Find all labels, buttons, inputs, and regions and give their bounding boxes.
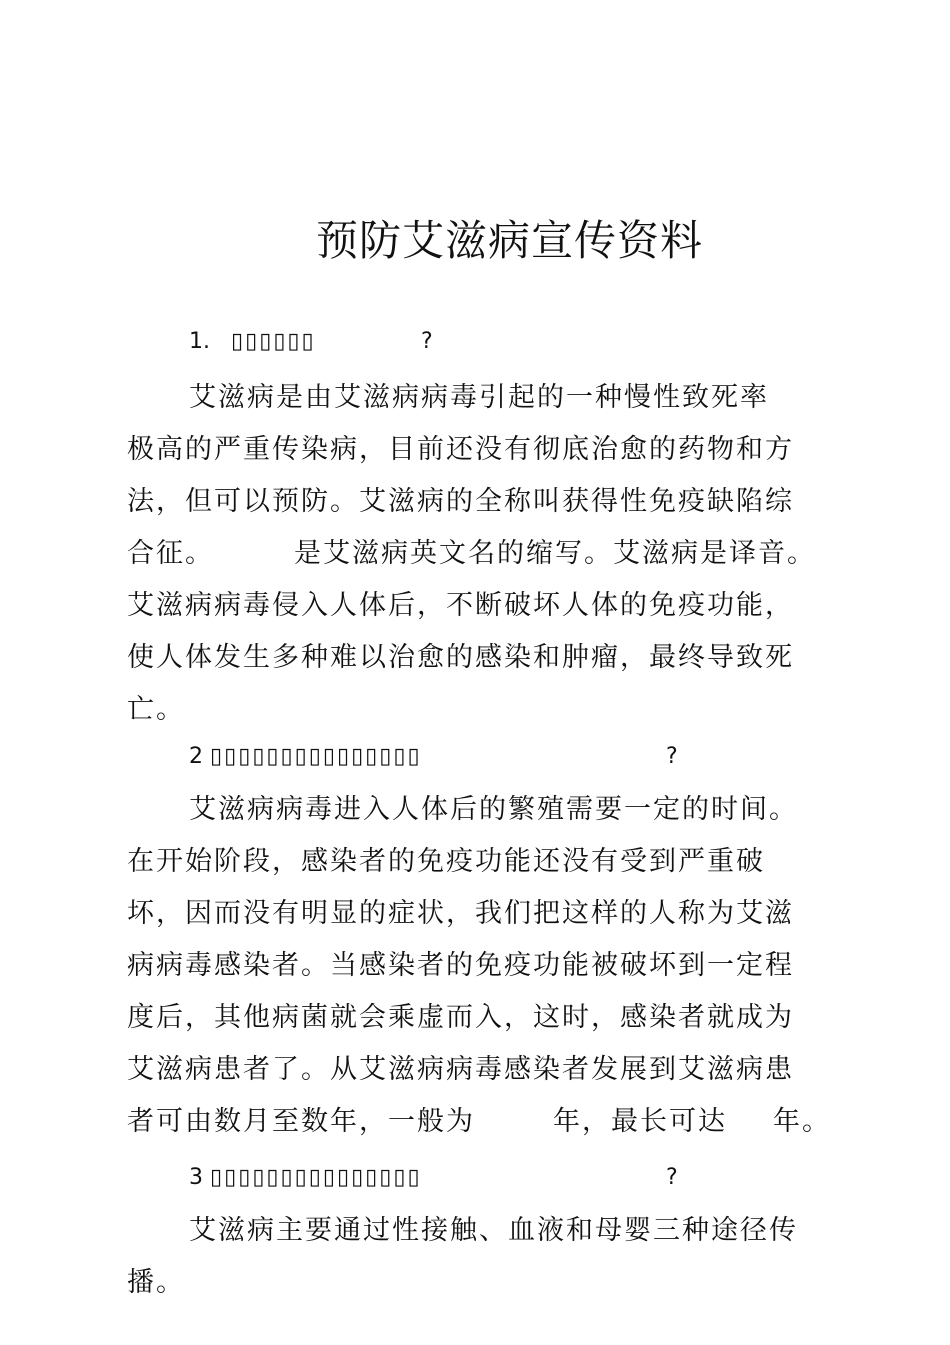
paragraph-line: 艾滋病患者了。从艾滋病病毒感染者发展到艾滋病患: [127, 1054, 794, 1085]
paragraph-line: 极高的严重传染病，目前还没有彻底治愈的药物和方: [127, 434, 794, 465]
document-title: 预防艾滋病宣传资料: [316, 216, 704, 265]
section-1-body: [127, 372, 827, 736]
paragraph-line: 度后，其他病菌就会乘虚而入，这时，感染者就成为: [127, 1002, 794, 1033]
paragraph-fragment: 年，最长可达: [553, 1106, 727, 1137]
paragraph-line: 艾滋病病毒进入人体后的繁殖需要一定的时间。: [189, 794, 798, 825]
paragraph-line: [127, 528, 827, 580]
paragraph-fragment: 是艾滋病英文名的缩写。艾滋病是译音。: [294, 538, 816, 569]
paragraph-line: 亡。: [127, 694, 185, 725]
paragraph-line: 坏，因而没有明显的症状，我们把这样的人称为艾滋: [127, 898, 794, 929]
paragraph-line: [127, 1096, 831, 1148]
paragraph-line: 艾滋病是由艾滋病病毒引起的一种慢性致死率: [189, 382, 769, 413]
paragraph-fragment: 年。: [773, 1106, 831, 1137]
paragraph-fragment: 者可由数月至数年，一般为: [127, 1106, 475, 1137]
section-heading-text: ▯▯▯▯▯▯▯▯▯▯▯▯▯▯▯: [210, 1165, 422, 1190]
paragraph-line: 艾滋病病毒侵入人体后，不断破坏人体的免疫功能，: [127, 590, 794, 621]
section-3-heading: [189, 1165, 689, 1190]
paragraph-fragment: 合征。: [127, 538, 214, 569]
paragraph-line: 使人体发生多种难以治愈的感染和肿瘤，最终导致死: [127, 642, 794, 673]
section-2-heading: [189, 744, 689, 769]
section-number: 2: [189, 744, 203, 769]
paragraph-line: 艾滋病主要通过性接触、血液和母婴三种途径传: [189, 1215, 798, 1246]
paragraph-line: 病病毒感染者。当感染者的免疫功能被破坏到一定程: [127, 950, 794, 981]
section-2-body: [127, 784, 831, 1148]
question-mark: ?: [421, 329, 433, 354]
paragraph-line: 在开始阶段，感染者的免疫功能还没有受到严重破: [127, 846, 765, 877]
question-mark: ?: [666, 1165, 678, 1190]
section-heading-text: ▯▯▯▯▯▯▯▯▯▯▯▯▯▯▯: [210, 744, 422, 769]
section-number: 1.: [189, 329, 210, 354]
section-1-heading: [189, 329, 449, 354]
paragraph-line: 法，但可以预防。艾滋病的全称叫获得性免疫缺陷综: [127, 486, 794, 517]
section-3-body: [127, 1205, 827, 1309]
question-mark: ?: [666, 744, 678, 769]
section-heading-text: ▯▯▯▯▯▯: [231, 329, 316, 354]
paragraph-line: 播。: [127, 1267, 185, 1298]
section-number: 3: [189, 1165, 203, 1190]
